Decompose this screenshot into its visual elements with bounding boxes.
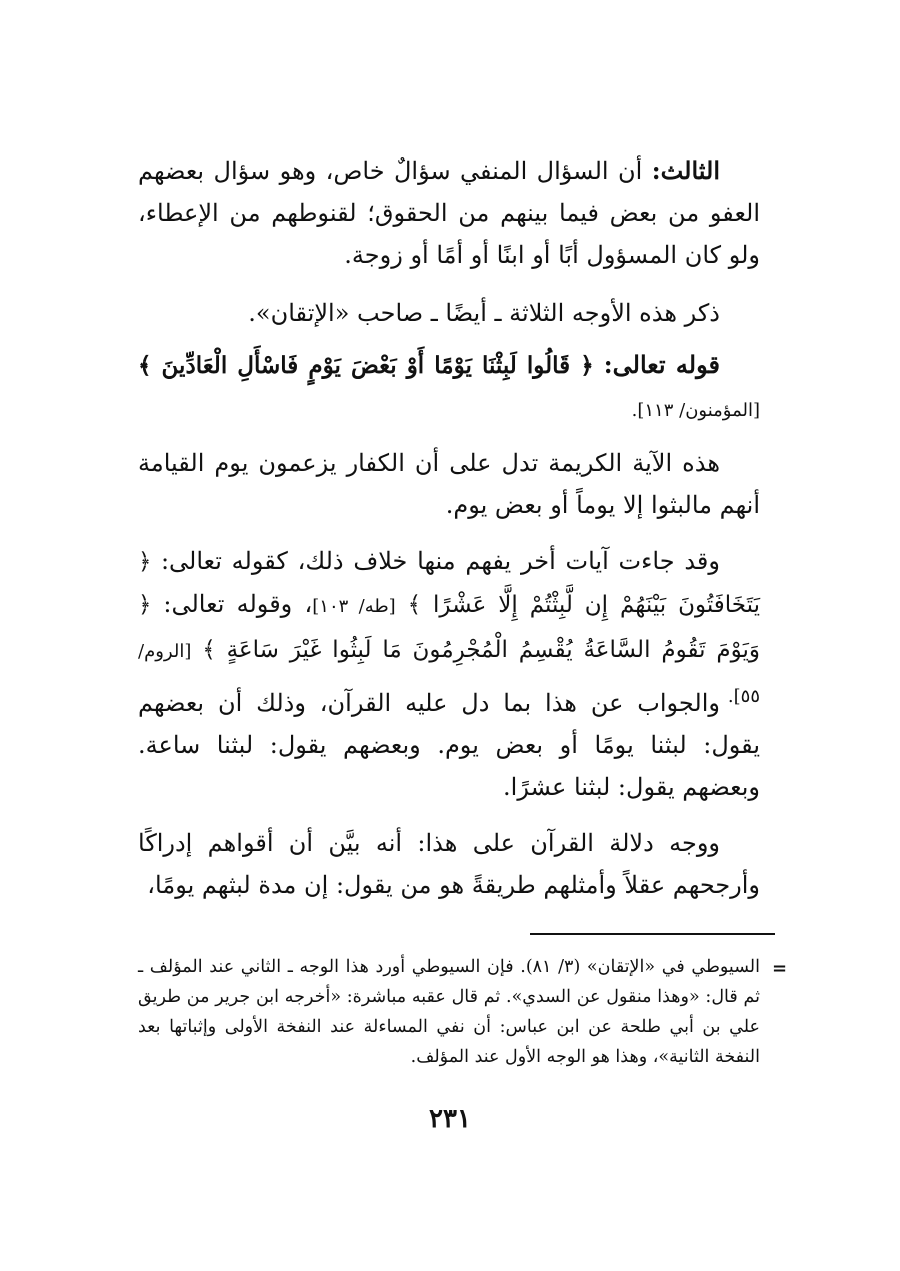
- paragraph-text: ووجه دلالة القرآن على هذا: أنه بيَّن أن أقواهم إدراكًا وأرجحهم عقلاً وأمثلهم طريقةً هو من يقول: إن مدة لبثهم يومًا،: [138, 829, 760, 899]
- paragraph-verse-muminun: [138, 344, 760, 432]
- verse-reference: [الروم/ ٥٥].: [138, 641, 760, 707]
- footnote-continuation-marker: =: [772, 958, 788, 979]
- verse-reference: [طه/ ١٠٣]: [312, 596, 396, 617]
- paragraph-answer: [138, 682, 760, 808]
- paragraph-lead-word: الثالث:: [651, 156, 720, 185]
- paragraph-text: ، وقوله تعالى:: [163, 590, 313, 618]
- quran-verse: ﴿ قَالُوا لَبِثْنَا يَوْمًا أَوْ بَعْضَ يَوْمٍ فَاسْأَلِ الْعَادِّينَ ﴾: [138, 352, 604, 379]
- footnote-text: السيوطي في «الإتقان» (٣/ ٨١). فإن السيوطي أورد هذا الوجه ـ الثاني عند المؤلف ـ ثم قال: «وهذا منقول عن السدي». ثم قال عقبه مباشرة: «أخرجه ابن جرير من طريق علي بن أبي طلحة عن ابن عباس: أن نفي المساءلة عند النفخة الأولى وإثباتها بعد النفخة الثانية»، وهذا هو الوجه الأول عند المؤلف.: [138, 957, 760, 1067]
- paragraph-text: هذه الآية الكريمة تدل على أن الكفار يزعمون يوم القيامة أنهم مالبثوا إلا يوماً أو بعض يوم.: [138, 449, 760, 519]
- paragraph-text: والجواب عن هذا بما دل عليه القرآن، وذلك أن بعضهم يقول: لبثنا يومًا أو بعض يوم. وبعضهم يقول: لبثنا ساعة. وبعضهم يقول: لبثنا عشرًا.: [138, 689, 760, 801]
- footnote-separator: [530, 933, 775, 935]
- verse-reference: [المؤمنون/ ١١٣].: [631, 400, 760, 421]
- paragraph-text: ذكر هذه الأوجه الثلاثة ـ أيضًا ـ صاحب «الإتقان».: [248, 299, 720, 327]
- paragraph-text: وقد جاءت آيات أخر يفهم منها خلاف ذلك، كقوله تعالى:: [160, 547, 720, 575]
- paragraph-verse-explanation: [138, 442, 760, 526]
- paragraph-lead-word: قوله تعالى:: [603, 350, 720, 379]
- paragraph-quran-indication: [138, 822, 760, 906]
- page-number: ٢٣١: [429, 1104, 471, 1134]
- paragraph-itqan-mention: [138, 292, 760, 334]
- paragraph-third-view: [138, 150, 760, 276]
- paragraph-text: أن السؤال المنفي سؤالٌ خاص، وهو سؤال بعضهم العفو من بعض فيما بينهم من الحقوق؛ لقنوطهم من الإعطاء، ولو كان المسؤول أبًا أو ابنًا أو أمًا أو زوجة.: [138, 157, 761, 269]
- footnote: [138, 952, 760, 1072]
- quran-verse: ﴿ وَيَوْمَ تَقُومُ السَّاعَةُ يُقْسِمُ الْمُجْرِمُونَ مَا لَبِثُوا غَيْرَ سَاعَةٍ ﴾: [138, 592, 760, 663]
- quran-verse: ﴿ يَتَخَافَتُونَ بَيْنَهُمْ إِن لَّبِثْتُمْ إِلَّا عَشْرًا ﴾: [138, 549, 760, 618]
